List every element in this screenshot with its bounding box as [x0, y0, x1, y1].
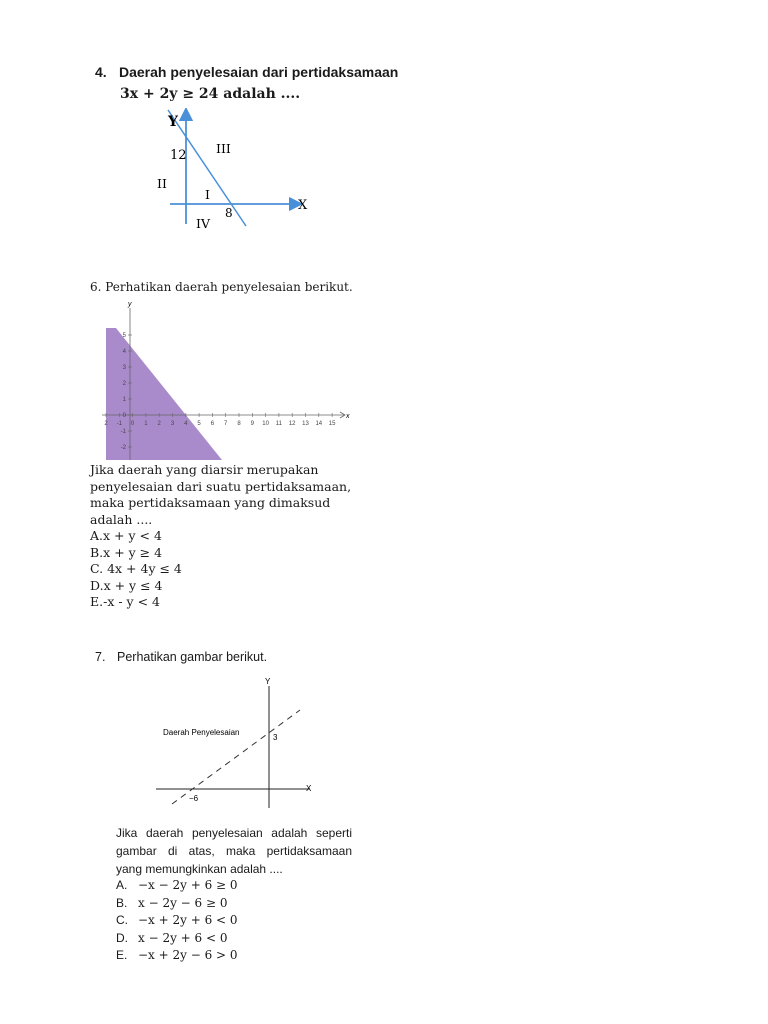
q4-question [95, 64, 398, 80]
q6-question-line: penyelesaian dari suatu pertidaksamaan, [90, 478, 352, 494]
q7-options [116, 877, 238, 965]
option-label: A. [116, 878, 128, 892]
q6-y-tick-label: 0 [122, 413, 126, 419]
q7-title-row [95, 650, 267, 664]
q7-option-b[interactable] [116, 895, 238, 913]
option-label: C. [90, 561, 104, 576]
q4-region-label: III [216, 141, 231, 156]
q6-x-tick-label: 7 [224, 421, 228, 427]
q6-question-line: adalah .... [90, 511, 153, 527]
option-text: x + y ≥ 4 [103, 544, 163, 560]
q6-x-tick-label: 13 [302, 421, 309, 427]
q6-x-tick-label: 5 [197, 421, 201, 427]
q4-x-intercept-label: 8 [225, 206, 233, 220]
q6-x-tick-label: 3 [170, 421, 175, 427]
q6-x-tick-label: 11 [275, 421, 283, 427]
option-label: E. [116, 948, 128, 962]
q7-option-a[interactable] [116, 877, 238, 895]
q6-x-tick-label: 10 [262, 421, 269, 427]
q4-y-axis-label: Y [168, 114, 178, 130]
q4-region-label: II [157, 176, 167, 191]
q7-y-intercept-label: 3 [273, 733, 278, 742]
q7-y-axis-label: Y [265, 677, 271, 686]
option-text: -x - y < 4 [103, 594, 160, 609]
option-text: x − 2y − 6 ≥ 0 [138, 895, 228, 910]
option-text: −x − 2y + 6 ≥ 0 [138, 878, 238, 892]
option-label: D. [116, 930, 128, 945]
option-text: x − 2y + 6 < 0 [138, 930, 228, 945]
q4-question-line1: Daerah penyelesaian dari pertidaksamaan [119, 64, 399, 80]
q7-option-e[interactable] [116, 947, 238, 965]
q4-y-intercept-label: 12 [170, 148, 187, 163]
q6-y-tick-label: 5 [122, 333, 126, 339]
q6-option-e[interactable] [90, 594, 340, 611]
option-text: 4x + 4y ≤ 4 [107, 561, 182, 576]
option-text: x + y ≤ 4 [103, 577, 163, 593]
q6-x-tick-label: 2 [104, 421, 108, 427]
option-text: −x + 2y − 6 > 0 [138, 948, 238, 962]
q4-boundary-line [168, 110, 246, 226]
q6-question-line: maka pertidaksamaan yang dimaksud [90, 495, 331, 510]
q7-question-line: Jika daerah penyelesaian adalah seperti [116, 826, 352, 840]
q6-x-axis-label: x [346, 413, 350, 420]
q6-option-a[interactable] [90, 528, 340, 545]
q6-option-b[interactable] [90, 545, 340, 562]
q4-x-axis-label: X [298, 198, 308, 213]
q6-shaded-region [106, 328, 222, 460]
q6-x-tick-label: 15 [328, 421, 336, 427]
q4-graph [150, 108, 320, 236]
q6-title: 6. Perhatikan daerah penyelesaian berikut. [90, 280, 353, 294]
q6-x-tick-label: 12 [288, 421, 296, 427]
q7-question-line: gambar di atas, maka pertidaksamaan [116, 844, 352, 858]
option-label: D. [90, 577, 104, 593]
q7-number: 7. [95, 650, 106, 664]
q7-question [116, 824, 352, 878]
option-label: E. [90, 594, 104, 609]
q6-y-tick-label: 4 [122, 349, 126, 355]
q6-option-d[interactable] [90, 578, 340, 595]
q4-number: 4. [95, 64, 107, 80]
q6-y-tick-label: -2 [120, 445, 126, 451]
q6-x-tick-label: 8 [237, 421, 241, 427]
q4-region-label: I [205, 187, 210, 202]
option-label: A. [90, 528, 104, 543]
q7-option-d[interactable] [116, 930, 238, 948]
q7-title: Perhatikan gambar berikut. [117, 650, 268, 664]
q7-region-label: Daerah Penyelesaian [163, 728, 240, 737]
option-text: x + y < 4 [103, 528, 162, 543]
q7-x-axis-label: X [306, 784, 312, 793]
q6-y-tick-label: -1 [120, 429, 126, 435]
q6-x-tick-label: 1 [144, 421, 148, 427]
option-text: −x + 2y + 6 < 0 [138, 913, 238, 927]
q6-x-tick-label: 9 [250, 421, 254, 427]
q6-x-tick-label: -1 [116, 421, 122, 427]
q6-y-tick-label: 3 [122, 365, 126, 371]
q6-graph [100, 298, 358, 466]
q6-question-line: Jika daerah yang diarsir merupakan [90, 462, 319, 477]
q6-question [90, 462, 352, 611]
q7-question-line: yang memungkinkan adalah .... [116, 862, 283, 876]
q6-y-tick-label: 1 [122, 397, 126, 403]
q6-x-tick-label: 14 [315, 421, 323, 427]
q4-question-line2: 3x + 2y ≥ 24 adalah .... [120, 86, 301, 102]
q6-option-c[interactable] [90, 561, 340, 578]
q6-y-tick-label: 2 [122, 381, 126, 387]
option-label: C. [116, 913, 128, 927]
q6-x-tick-label: 6 [210, 421, 215, 427]
q7-option-c[interactable] [116, 912, 238, 930]
q6-x-tick-label: 4 [184, 421, 188, 427]
option-label: B. [116, 895, 128, 910]
q6-x-tick-label: 2 [157, 421, 161, 427]
q7-x-intercept-label: −6 [189, 794, 199, 803]
option-label: B. [90, 544, 104, 560]
q7-dashed-boundary-line [172, 710, 300, 804]
q4-region-label: IV [196, 216, 210, 231]
q6-x-tick-label: 0 [130, 421, 135, 427]
q6-y-axis-label: y [128, 301, 132, 308]
q7-graph [150, 672, 320, 812]
